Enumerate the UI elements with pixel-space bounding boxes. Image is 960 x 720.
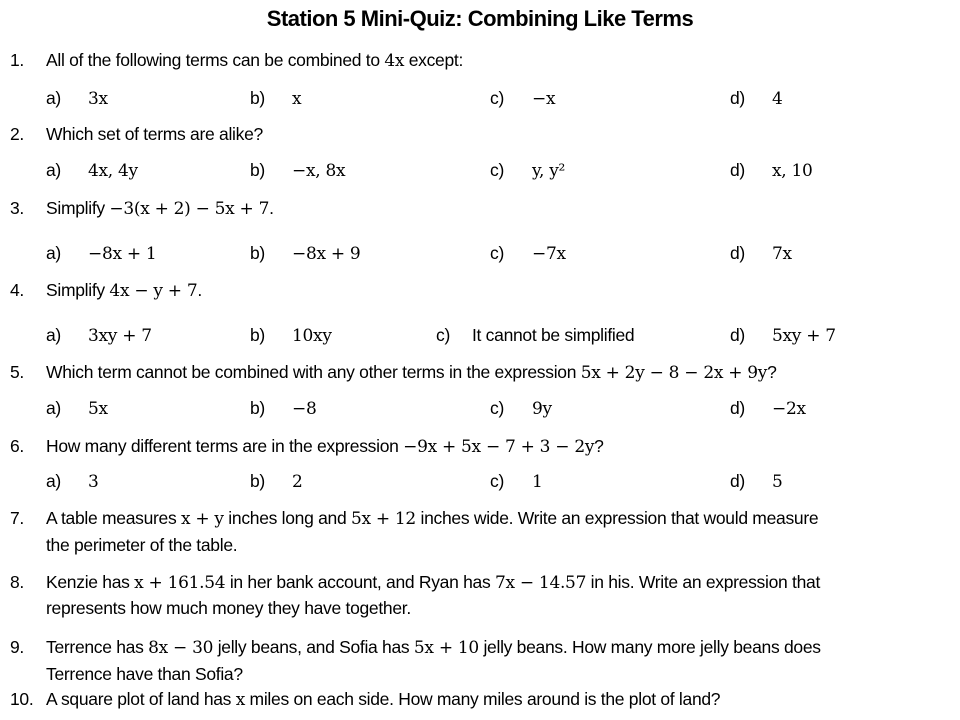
option-label: c) bbox=[490, 160, 504, 180]
math-expression: 7x − 14.57 bbox=[494, 573, 587, 593]
option-value: −8x + 9 bbox=[292, 244, 361, 264]
math-expression: 4x bbox=[384, 51, 405, 71]
text-segment: jelly beans. How many more jelly beans does bbox=[478, 637, 821, 657]
question-number: 9. bbox=[10, 637, 24, 657]
text-segment: ? bbox=[594, 436, 604, 456]
text-segment: How many different terms are in the expression bbox=[46, 436, 404, 456]
option-label: a) bbox=[46, 398, 61, 418]
option-label: d) bbox=[730, 88, 745, 108]
option-value: 3xy + 7 bbox=[88, 326, 152, 346]
question-text bbox=[46, 124, 263, 145]
question-number: 2. bbox=[10, 124, 24, 144]
option-value: −7x bbox=[532, 244, 566, 264]
option-label: a) bbox=[46, 243, 61, 263]
answer-option-b bbox=[250, 471, 303, 492]
text-segment: . bbox=[197, 280, 202, 300]
option-label: a) bbox=[46, 325, 61, 345]
answer-option-d bbox=[730, 160, 813, 181]
text-segment: All of the following terms can be combined to bbox=[46, 50, 385, 70]
text-segment: in her bank account, and Ryan has bbox=[225, 572, 495, 592]
option-value: 2 bbox=[292, 472, 303, 492]
answer-option-a bbox=[46, 243, 156, 264]
math-expression: 5x + 10 bbox=[413, 638, 479, 658]
option-value: 4 bbox=[772, 89, 783, 109]
question-number: 6. bbox=[10, 436, 24, 456]
answer-option-d bbox=[730, 243, 792, 264]
text-segment: jelly beans, and Sofia has bbox=[213, 637, 414, 657]
option-label: a) bbox=[46, 160, 61, 180]
answer-option-c bbox=[436, 325, 634, 346]
option-value: x, 10 bbox=[772, 161, 813, 181]
text-segment: Kenzie has bbox=[46, 572, 135, 592]
text-segment: Simplify bbox=[46, 280, 110, 300]
answer-option-b bbox=[250, 160, 345, 181]
text-segment: inches wide. Write an expression that would measure bbox=[415, 508, 819, 528]
option-label: c) bbox=[490, 243, 504, 263]
option-label: b) bbox=[250, 471, 265, 491]
option-value: −x bbox=[532, 89, 556, 109]
option-value: x bbox=[292, 89, 302, 109]
question-text bbox=[46, 689, 720, 710]
question-number: 3. bbox=[10, 198, 24, 218]
option-label: d) bbox=[730, 398, 745, 418]
question-number: 7. bbox=[10, 508, 24, 528]
option-label: b) bbox=[250, 243, 265, 263]
option-label: c) bbox=[490, 88, 504, 108]
answer-option-b bbox=[250, 325, 332, 346]
math-expression: x + 161.54 bbox=[134, 573, 226, 593]
text-segment: Which term cannot be combined with any other terms in the expression bbox=[46, 362, 581, 382]
option-label: d) bbox=[730, 243, 745, 263]
question-number: 8. bbox=[10, 572, 24, 592]
option-value: 4x, 4y bbox=[88, 161, 138, 181]
text-segment: ? bbox=[767, 362, 777, 382]
option-label: b) bbox=[250, 88, 265, 108]
option-value: 3x bbox=[88, 89, 108, 109]
option-value: 5x bbox=[88, 399, 108, 419]
option-label: b) bbox=[250, 160, 265, 180]
text-segment: except: bbox=[404, 50, 464, 70]
option-label: c) bbox=[436, 325, 450, 345]
math-expression: 8x − 30 bbox=[148, 638, 214, 658]
text-segment: Which set of terms are alike? bbox=[46, 124, 263, 144]
answer-option-b bbox=[250, 88, 301, 109]
answer-option-b bbox=[250, 243, 360, 264]
answer-option-c bbox=[490, 88, 555, 109]
question-text bbox=[46, 637, 821, 658]
answer-option-a bbox=[46, 88, 108, 109]
question-text bbox=[46, 280, 202, 301]
option-value: −x, 8x bbox=[292, 161, 346, 181]
option-label: d) bbox=[730, 160, 745, 180]
answer-option-a bbox=[46, 471, 99, 492]
option-label: b) bbox=[250, 398, 265, 418]
text-segment: inches long and bbox=[223, 508, 351, 528]
math-expression: −9x + 5x − 7 + 3 − 2y bbox=[403, 437, 595, 457]
answer-option-b bbox=[250, 398, 316, 419]
answer-option-d bbox=[730, 398, 806, 419]
text-segment: Terrence has bbox=[46, 637, 149, 657]
text-segment: A square plot of land has bbox=[46, 689, 236, 709]
text-segment: Simplify bbox=[46, 198, 110, 218]
question-number: 4. bbox=[10, 280, 24, 300]
math-expression: 4x − y + 7 bbox=[109, 281, 198, 301]
option-value: 1 bbox=[532, 472, 543, 492]
answer-option-d bbox=[730, 325, 836, 346]
question-text bbox=[46, 198, 274, 219]
option-value: It cannot be simplified bbox=[472, 325, 635, 345]
text-segment: . bbox=[269, 198, 274, 218]
text-segment: in his. Write an expression that bbox=[586, 572, 821, 592]
math-expression: 5x + 2y − 8 − 2x + 9y bbox=[580, 363, 768, 383]
option-value: 7x bbox=[772, 244, 792, 264]
answer-option-c bbox=[490, 160, 565, 181]
option-value: 5 bbox=[772, 472, 783, 492]
question-number: 5. bbox=[10, 362, 24, 382]
math-expression: x bbox=[235, 690, 245, 710]
option-label: a) bbox=[46, 88, 61, 108]
answer-option-d bbox=[730, 471, 783, 492]
math-expression: x + y bbox=[180, 509, 224, 529]
option-label: d) bbox=[730, 325, 745, 345]
question-text bbox=[46, 572, 820, 593]
option-value: 10xy bbox=[292, 326, 332, 346]
option-value: y, y² bbox=[532, 161, 566, 181]
question-number: 10. bbox=[10, 689, 34, 709]
option-value: −2x bbox=[772, 399, 806, 419]
question-text bbox=[46, 50, 463, 71]
answer-option-c bbox=[490, 398, 552, 419]
answer-option-a bbox=[46, 325, 152, 346]
text-segment: miles on each side. How many miles around is the plot of land? bbox=[245, 689, 721, 709]
question-text bbox=[46, 436, 604, 457]
option-label: c) bbox=[490, 471, 504, 491]
option-label: d) bbox=[730, 471, 745, 491]
option-value: 9y bbox=[532, 399, 552, 419]
answer-option-d bbox=[730, 88, 783, 109]
question-text-continued: the perimeter of the table. bbox=[46, 535, 238, 555]
question-text bbox=[46, 362, 777, 383]
option-value: −8x + 1 bbox=[88, 244, 157, 264]
option-label: a) bbox=[46, 471, 61, 491]
answer-option-c bbox=[490, 243, 566, 264]
answer-option-a bbox=[46, 398, 108, 419]
option-label: b) bbox=[250, 325, 265, 345]
option-value: −8 bbox=[292, 399, 317, 419]
option-value: 3 bbox=[88, 472, 99, 492]
answer-option-a bbox=[46, 160, 138, 181]
question-number: 1. bbox=[10, 50, 24, 70]
question-text-continued: represents how much money they have together. bbox=[46, 598, 411, 618]
option-value: 5xy + 7 bbox=[772, 326, 836, 346]
page-title: Station 5 Mini-Quiz: Combining Like Terms bbox=[266, 6, 694, 31]
question-text-continued: Terrence have than Sofia? bbox=[46, 664, 243, 684]
math-expression: 5x + 12 bbox=[350, 509, 416, 529]
question-text bbox=[46, 508, 818, 529]
answer-option-c bbox=[490, 471, 543, 492]
math-expression: −3(x + 2) − 5x + 7 bbox=[109, 199, 270, 219]
text-segment: A table measures bbox=[46, 508, 181, 528]
option-label: c) bbox=[490, 398, 504, 418]
